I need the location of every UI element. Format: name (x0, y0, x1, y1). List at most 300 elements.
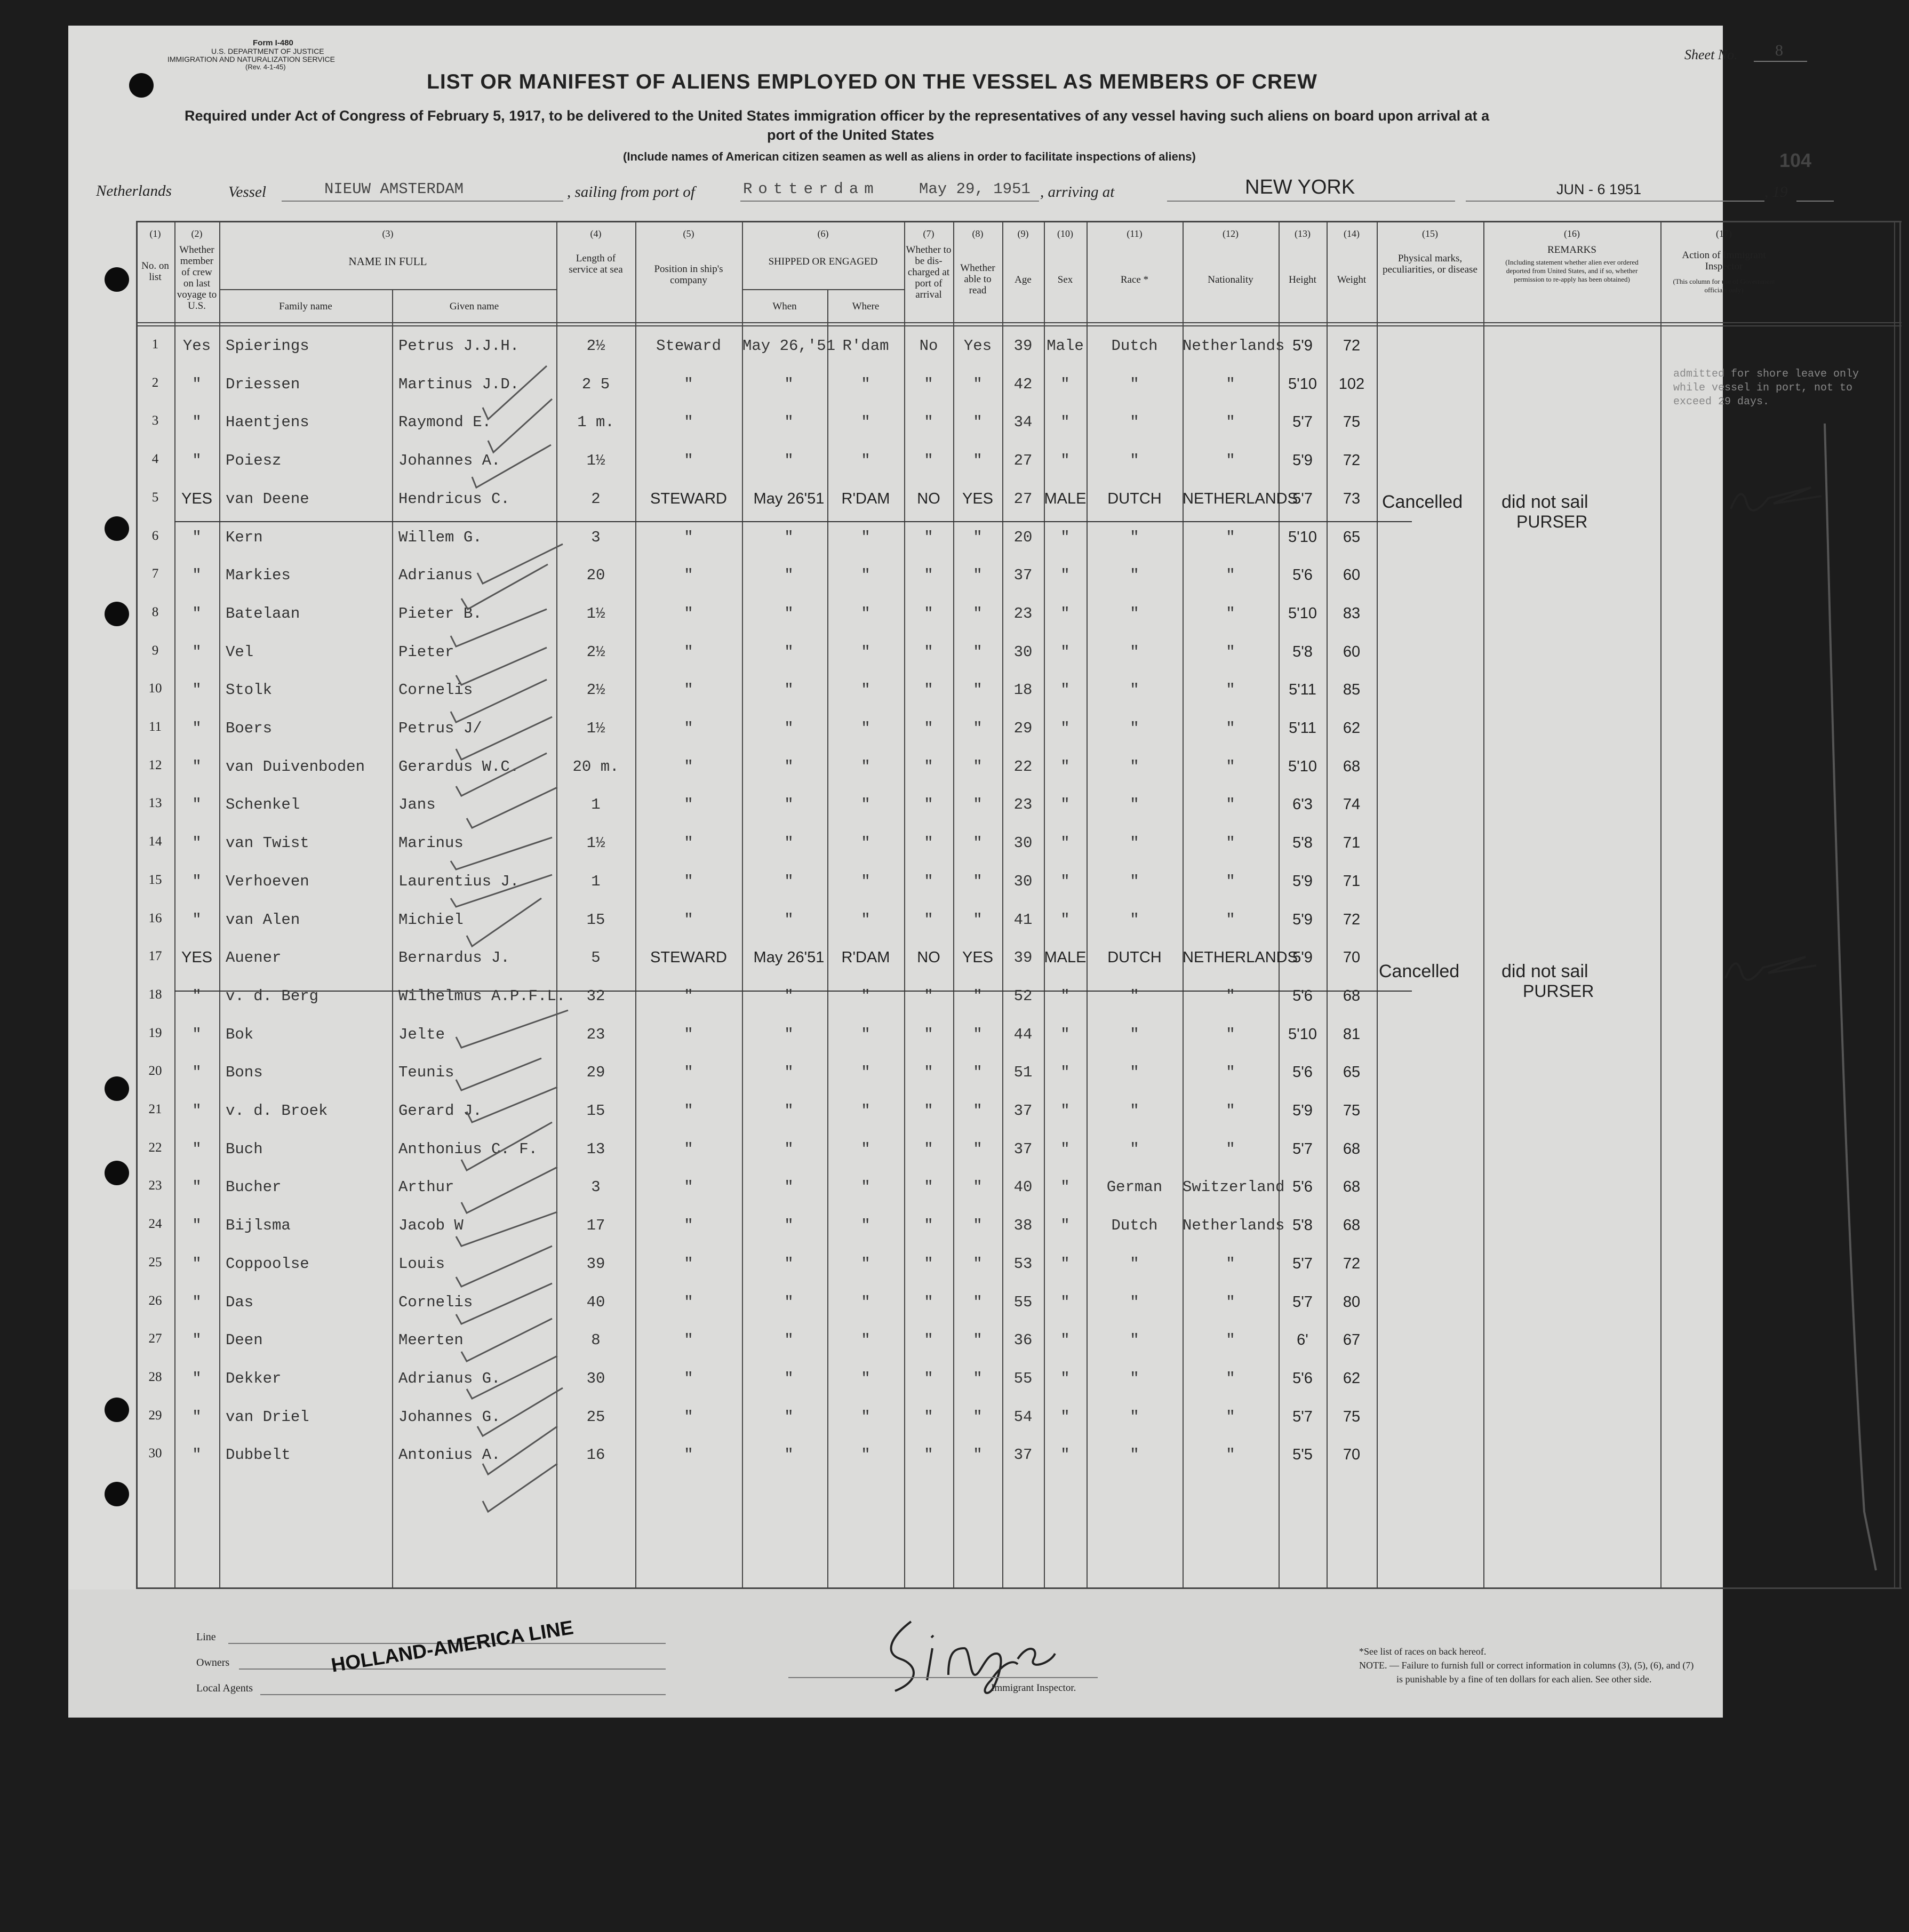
row-1-where: R'dam (842, 337, 889, 355)
row-16-no: 16 (148, 911, 162, 925)
header-action-note: (This column for use of Government officials only) (1673, 277, 1775, 294)
row-10-position: " (684, 681, 693, 699)
row-30-disch: " (924, 1446, 933, 1464)
row-14-position: " (684, 834, 693, 852)
row-29-where: " (861, 1408, 870, 1426)
row-21-no: 21 (148, 1102, 162, 1116)
row-18-sex: " (1060, 987, 1070, 1005)
row-17-read: YES (962, 949, 994, 966)
row-30-nat: " (1226, 1446, 1235, 1464)
row-9-family: Vel (226, 643, 254, 661)
row-29-disch: " (924, 1408, 933, 1426)
row-28-position: " (684, 1370, 693, 1387)
row-12-nat: " (1226, 758, 1235, 776)
service: IMMIGRATION AND NATURALIZATION SERVICE (167, 55, 335, 63)
row-7-when: " (784, 566, 794, 584)
row-27-weight: 67 (1343, 1331, 1361, 1348)
row-13-nat: " (1226, 796, 1235, 813)
row-24-where: " (861, 1217, 870, 1234)
row-6-prev: " (192, 529, 202, 546)
row-14-disch: " (924, 834, 933, 852)
subtitle-cont: port of the United States (767, 127, 934, 143)
row-26-where: " (861, 1294, 870, 1311)
row-28-height: 5'6 (1292, 1370, 1313, 1387)
row-30-no: 30 (148, 1446, 162, 1460)
row-10-prev: " (192, 681, 202, 699)
row-15-when: " (784, 873, 794, 890)
row-17-age: 39 (1013, 949, 1033, 967)
purser-label: PURSER (1516, 512, 1588, 531)
row-13-family: Schenkel (226, 796, 300, 813)
row-8-where: " (861, 605, 870, 622)
row-16-position: " (684, 911, 693, 929)
row-22-height: 5'7 (1292, 1140, 1313, 1157)
row-10-height: 5'11 (1289, 681, 1316, 698)
row-26-prev: " (192, 1294, 202, 1311)
row-6-age: 20 (1013, 529, 1033, 546)
sailing-date: May 29, 1951 (919, 180, 1031, 198)
row-26-no: 26 (148, 1294, 162, 1308)
row-5-given: Hendricus C. (398, 490, 510, 508)
row-15-sex: " (1060, 873, 1070, 890)
row-11-given: Petrus J/ (398, 720, 482, 737)
row-19-read: " (973, 1026, 983, 1043)
row-30-age: 37 (1013, 1446, 1033, 1464)
shore-leave-note: admitted for shore leave only (1673, 368, 1859, 380)
page-number: 104 (1779, 149, 1812, 171)
row-30-race: " (1130, 1446, 1139, 1464)
row-9-no: 9 (151, 643, 159, 658)
row-27-service: 8 (591, 1331, 601, 1349)
col-num: (10) (1057, 228, 1073, 239)
row-30-position: " (684, 1446, 693, 1464)
row-25-height: 5'7 (1292, 1255, 1313, 1272)
col-num: (7) (923, 228, 934, 239)
row-8-no: 8 (151, 605, 159, 619)
header-position: Position in ship's company (654, 264, 723, 286)
vessel-label: Vessel (228, 183, 266, 201)
row-21-family: v. d. Broek (226, 1102, 328, 1120)
form-number: Form I-480 (253, 38, 293, 47)
row-9-nat: " (1226, 643, 1235, 661)
row-2-no: 2 (151, 376, 159, 390)
vessel-flag: Netherlands (96, 182, 172, 199)
row-24-service: 17 (586, 1217, 605, 1234)
row-29-position: " (684, 1408, 693, 1426)
row-25-nat: " (1226, 1255, 1235, 1273)
row-12-disch: " (924, 758, 933, 776)
row-7-given: Adrianus (398, 566, 473, 584)
row-13-service: 1 (591, 796, 601, 813)
row-21-sex: " (1060, 1102, 1070, 1120)
row-23-family: Bucher (226, 1178, 282, 1196)
row-17-no: 17 (148, 949, 162, 963)
row-22-where: " (861, 1140, 870, 1158)
row-4-where: " (861, 452, 870, 469)
row-4-read: " (973, 452, 983, 469)
row-23-given: Arthur (398, 1178, 454, 1196)
row-27-when: " (784, 1331, 794, 1349)
row-23-race: German (1106, 1178, 1163, 1196)
row-14-family: van Twist (226, 834, 309, 852)
row-21-where: " (861, 1102, 870, 1120)
row-23-disch: " (924, 1178, 933, 1196)
row-14-where: " (861, 834, 870, 852)
row-17-sex: MALE (1044, 949, 1087, 966)
row-23-prev: " (192, 1178, 202, 1196)
row-28-service: 30 (586, 1370, 605, 1387)
row-2-when: " (784, 376, 794, 393)
row-23-nat: Switzerland (1183, 1178, 1285, 1196)
header-where: Where (852, 301, 880, 312)
row-3-when: " (784, 413, 794, 431)
row-8-service: 1½ (586, 605, 605, 622)
row-26-read: " (973, 1294, 983, 1311)
row-6-family: Kern (226, 529, 263, 546)
row-25-position: " (684, 1255, 693, 1273)
row-11-position: " (684, 720, 693, 737)
row-8-given: Pieter B. (398, 605, 482, 622)
row-25-service: 39 (586, 1255, 605, 1273)
row-6-no: 6 (151, 529, 159, 543)
row-22-nat: " (1226, 1140, 1235, 1158)
row-17-race: DUTCH (1107, 949, 1162, 966)
row-1-race: Dutch (1111, 337, 1158, 355)
row-30-given: Antonius A. (398, 1446, 501, 1464)
row-18-prev: " (192, 987, 202, 1005)
row-20-weight: 65 (1343, 1064, 1361, 1081)
col-num: (5) (683, 228, 694, 239)
row-26-nat: " (1226, 1294, 1235, 1311)
row-15-where: " (861, 873, 870, 890)
footer (68, 1590, 1723, 1718)
arrival-port: NEW YORK (1245, 176, 1355, 198)
row-10-disch: " (924, 681, 933, 699)
row-19-position: " (684, 1026, 693, 1043)
row-12-no: 12 (148, 758, 162, 772)
row-11-age: 29 (1013, 720, 1033, 737)
row-15-height: 5'9 (1292, 873, 1313, 890)
row-26-position: " (684, 1294, 693, 1311)
row-19-when: " (784, 1026, 794, 1043)
row-30-sex: " (1060, 1446, 1070, 1464)
row-30-service: 16 (586, 1446, 605, 1464)
row-7-no: 7 (151, 566, 159, 581)
row-28-given: Adrianus G. (398, 1370, 501, 1387)
row-20-given: Teunis (398, 1064, 454, 1081)
row-20-disch: " (924, 1064, 933, 1081)
row-23-where: " (861, 1178, 870, 1196)
row-17-nat: NETHERLANDS (1183, 949, 1298, 966)
row-9-when: " (784, 643, 794, 661)
row-8-race: " (1130, 605, 1139, 622)
row-23-read: " (973, 1178, 983, 1196)
row-28-weight: 62 (1343, 1370, 1361, 1387)
row-19-prev: " (192, 1026, 202, 1043)
row-26-sex: " (1060, 1294, 1070, 1311)
row-29-no: 29 (148, 1408, 162, 1423)
row-30-prev: " (192, 1446, 202, 1464)
row-24-nat: Netherlands (1183, 1217, 1285, 1234)
col-num: (12) (1223, 228, 1239, 239)
row-25-age: 53 (1013, 1255, 1033, 1273)
row-26-height: 5'7 (1292, 1294, 1313, 1311)
shore-leave-note: exceed 29 days. (1673, 396, 1770, 408)
row-5-service: 2 (591, 490, 601, 508)
row-14-read: " (973, 834, 983, 852)
row-6-read: " (973, 529, 983, 546)
row-29-race: " (1130, 1408, 1139, 1426)
row-16-weight: 72 (1343, 911, 1361, 928)
row-7-prev: " (192, 566, 202, 584)
row-13-when: " (784, 796, 794, 813)
row-21-given: Gerard J. (398, 1102, 482, 1120)
row-17-when: May 26'51 (753, 949, 825, 966)
row-11-read: " (973, 720, 983, 737)
row-7-sex: " (1060, 566, 1070, 584)
row-9-age: 30 (1013, 643, 1033, 661)
row-22-family: Buch (226, 1140, 263, 1158)
row-4-family: Poiesz (226, 452, 282, 469)
header-length-service: Length of service at sea (569, 253, 623, 275)
row-15-nat: " (1226, 873, 1235, 890)
row-17-where: R'DAM (841, 949, 890, 966)
row-15-weight: 71 (1343, 873, 1361, 890)
row-5-age: 27 (1013, 490, 1033, 508)
header-action: Action of Immigrant Inspector (1682, 250, 1766, 272)
row-1-no: 1 (151, 337, 159, 352)
row-12-read: " (973, 758, 983, 776)
row-3-position: " (684, 413, 693, 431)
row-17-service: 5 (591, 949, 601, 967)
row-11-weight: 62 (1343, 720, 1361, 737)
row-25-prev: " (192, 1255, 202, 1273)
row-19-where: " (861, 1026, 870, 1043)
header-given-name: Given name (449, 301, 499, 312)
row-18-weight: 68 (1343, 987, 1361, 1004)
sheet-label: Sheet No. (1684, 47, 1738, 62)
row-20-race: " (1130, 1064, 1139, 1081)
department: U.S. DEPARTMENT OF JUSTICE (211, 47, 324, 55)
row-29-height: 5'7 (1292, 1408, 1313, 1425)
row-20-read: " (973, 1064, 983, 1081)
row-9-where: " (861, 643, 870, 661)
row-9-prev: " (192, 643, 202, 661)
row-27-read: " (973, 1331, 983, 1349)
row-4-sex: " (1060, 452, 1070, 469)
row-18-race: " (1130, 987, 1139, 1005)
row-27-where: " (861, 1331, 870, 1349)
row-10-given: Cornelis (398, 681, 473, 699)
row-29-nat: " (1226, 1408, 1235, 1426)
row-23-height: 5'6 (1292, 1178, 1313, 1195)
row-2-nat: " (1226, 376, 1235, 393)
row-8-weight: 83 (1343, 605, 1361, 622)
row-10-family: Stolk (226, 681, 273, 699)
header-no-on-list: No. on list (141, 260, 169, 283)
row-11-no: 11 (148, 720, 162, 734)
row-16-read: " (973, 911, 983, 929)
row-2-sex: " (1060, 376, 1070, 393)
row-30-read: " (973, 1446, 983, 1464)
row-10-nat: " (1226, 681, 1235, 699)
row-1-when: May 26,'51 (742, 337, 836, 355)
col-num: (14) (1344, 228, 1360, 239)
row-15-read: " (973, 873, 983, 890)
row-29-given: Johannes G. (398, 1408, 501, 1426)
row-20-age: 51 (1013, 1064, 1033, 1081)
row-20-family: Bons (226, 1064, 263, 1081)
row-29-age: 54 (1013, 1408, 1033, 1426)
row-5-family: van Deene (226, 490, 309, 508)
row-9-sex: " (1060, 643, 1070, 661)
row-5-when: May 26'51 (753, 490, 825, 507)
header-shipped-engaged: SHIPPED OR ENGAGED (768, 256, 878, 267)
row-19-height: 5'10 (1288, 1026, 1317, 1043)
manifest-page (68, 26, 1859, 1718)
row-20-prev: " (192, 1064, 202, 1081)
row-1-position: Steward (656, 337, 721, 355)
row-30-height: 5'5 (1292, 1446, 1313, 1463)
row-15-service: 1 (591, 873, 601, 890)
row-3-age: 34 (1013, 413, 1033, 431)
row-8-disch: " (924, 605, 933, 622)
row-8-when: " (784, 605, 794, 622)
row-21-disch: " (924, 1102, 933, 1120)
row-25-weight: 72 (1343, 1255, 1361, 1272)
row-29-read: " (973, 1408, 983, 1426)
col-num: (1) (149, 228, 161, 239)
row-21-weight: 75 (1343, 1102, 1361, 1119)
row-28-no: 28 (148, 1370, 162, 1384)
row-16-nat: " (1226, 911, 1235, 929)
row-26-when: " (784, 1294, 794, 1311)
row-2-read: " (973, 376, 983, 393)
row-24-weight: 68 (1343, 1217, 1361, 1234)
row-22-disch: " (924, 1140, 933, 1158)
row-9-read: " (973, 643, 983, 661)
row-10-read: " (973, 681, 983, 699)
row-16-when: " (784, 911, 794, 929)
row-12-age: 22 (1013, 758, 1033, 776)
col-num: (8) (972, 228, 984, 239)
row-24-family: Bijlsma (226, 1217, 291, 1234)
row-25-race: " (1130, 1255, 1139, 1273)
header-physical: Physical marks, peculiarities, or disease (1383, 253, 1477, 275)
row-4-position: " (684, 452, 693, 469)
row-15-disch: " (924, 873, 933, 890)
row-26-disch: " (924, 1294, 933, 1311)
row-4-when: " (784, 452, 794, 469)
row-24-disch: " (924, 1217, 933, 1234)
row-7-position: " (684, 566, 693, 584)
row-11-where: " (861, 720, 870, 737)
punch-hole (105, 1076, 129, 1101)
row-25-when: " (784, 1255, 794, 1273)
row-9-position: " (684, 643, 693, 661)
row-4-nat: " (1226, 452, 1235, 469)
row-28-sex: " (1060, 1370, 1070, 1387)
col-num: (13) (1295, 228, 1311, 239)
row-16-age: 41 (1013, 911, 1033, 929)
fine-note: NOTE. — Failure to furnish full or correct information in columns (3), (5), (6), and (7) (1359, 1660, 1694, 1671)
row-1-age: 39 (1013, 337, 1033, 355)
col-num: (16) (1564, 228, 1580, 239)
row-13-position: " (684, 796, 693, 813)
row-21-service: 15 (586, 1102, 605, 1120)
row-5-nat: NETHERLANDS (1183, 490, 1298, 507)
row-5-sex: MALE (1044, 490, 1087, 507)
row-7-disch: " (924, 566, 933, 584)
row-9-given: Pieter (398, 643, 454, 661)
row-27-given: Meerten (398, 1331, 464, 1349)
local-agents-label: Local Agents (196, 1682, 253, 1694)
row-12-service: 20 m. (572, 758, 619, 776)
row-21-height: 5'9 (1292, 1102, 1313, 1119)
row-28-read: " (973, 1370, 983, 1387)
row-19-sex: " (1060, 1026, 1070, 1043)
punch-hole (105, 267, 129, 292)
row-6-where: " (861, 529, 870, 546)
row-5-position: STEWARD (650, 490, 727, 507)
punch-hole (105, 1398, 129, 1422)
row-10-age: 18 (1013, 681, 1033, 699)
header-remarks-note: (Including statement whether alien ever ordered deported from United States, and if so, whether permission to re-apply has been obtained) (1505, 258, 1639, 283)
row-11-disch: " (924, 720, 933, 737)
row-12-sex: " (1060, 758, 1070, 776)
row-27-prev: " (192, 1331, 202, 1349)
row-2-height: 5'10 (1288, 376, 1317, 393)
row-29-service: 25 (586, 1408, 605, 1426)
col-num: (3) (382, 228, 394, 239)
row-3-disch: " (924, 413, 933, 431)
row-25-no: 25 (148, 1255, 162, 1270)
row-22-when: " (784, 1140, 794, 1158)
vessel-name: NIEUW AMSTERDAM (324, 180, 464, 198)
row-17-prev: YES (181, 949, 213, 966)
punch-hole (105, 1482, 129, 1506)
row-17-given: Bernardus J. (398, 949, 510, 967)
row-30-where: " (861, 1446, 870, 1464)
row-22-sex: " (1060, 1140, 1070, 1158)
row-3-read: " (973, 413, 983, 431)
row-29-when: " (784, 1408, 794, 1426)
row-7-nat: " (1226, 566, 1235, 584)
row-30-family: Dubbelt (226, 1446, 291, 1464)
row-29-prev: " (192, 1408, 202, 1426)
row-27-sex: " (1060, 1331, 1070, 1349)
cancel-strike (174, 991, 1412, 992)
row-23-age: 40 (1013, 1178, 1033, 1196)
row-23-position: " (684, 1178, 693, 1196)
row-20-position: " (684, 1064, 693, 1081)
row-1-service: 2½ (586, 337, 605, 355)
punch-hole (105, 516, 129, 541)
row-29-family: van Driel (226, 1408, 309, 1426)
row-3-weight: 75 (1343, 413, 1361, 430)
col-num: (15) (1422, 228, 1438, 239)
row-13-race: " (1130, 796, 1139, 813)
page-title: LIST OR MANIFEST OF ALIENS EMPLOYED ON THE VESSEL AS MEMBERS OF CREW (427, 70, 1317, 93)
row-4-height: 5'9 (1292, 452, 1313, 469)
row-20-when: " (784, 1064, 794, 1081)
row-9-height: 5'8 (1292, 643, 1313, 660)
cancelled-label: Cancelled (1379, 961, 1460, 981)
row-14-weight: 71 (1343, 834, 1361, 851)
row-28-where: " (861, 1370, 870, 1387)
header-member-last-voyage: Whether member of crew on last voyage to U.S. (177, 244, 217, 312)
row-10-where: " (861, 681, 870, 699)
